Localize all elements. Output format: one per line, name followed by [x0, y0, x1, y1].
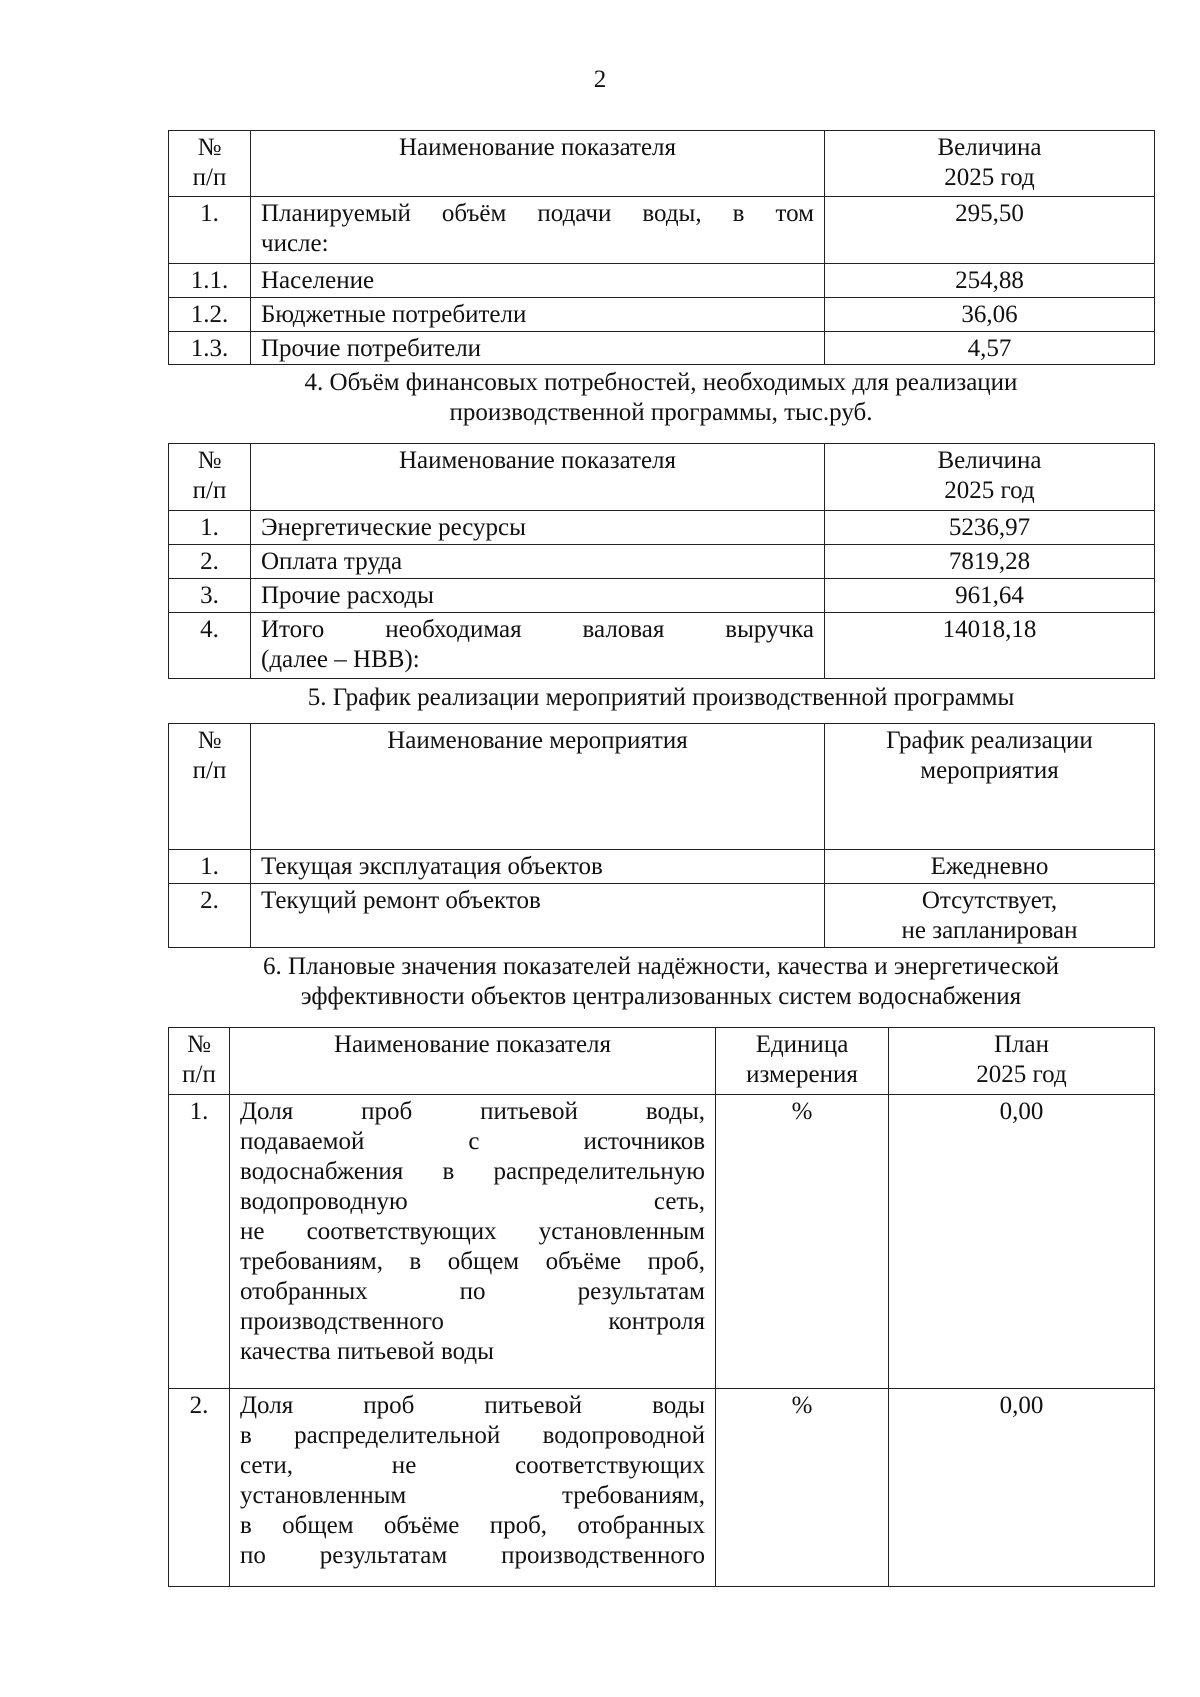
section-4-title: 4. Объём финансовых потребностей, необходимых для реализации производственной программы, тыс.руб. [304, 369, 1018, 426]
header-name: Наименование показателя [230, 1028, 716, 1095]
table-header [169, 1028, 1155, 1095]
table-row: 4. Итого необходимая валовая выручка (далее – НВВ): 14018,18 [169, 613, 1155, 679]
table-row: 2. Текущий ремонт объектов Отсутствует, не запланирован [169, 884, 1155, 948]
water-supply-table [168, 130, 1155, 365]
header-num: № п/п [169, 1028, 230, 1095]
table-row: 1. Планируемый объём подачи воды, в том числе: 295,50 [169, 197, 1155, 264]
reliability-indicators-table [168, 1027, 1155, 1587]
table-row: 1.2. Бюджетные потребители 36,06 [169, 298, 1155, 332]
header-plan: План 2025 год [889, 1028, 1155, 1095]
table-row: 1.3. Прочие потребители 4,57 [169, 332, 1155, 365]
table-row: 2. Оплата труда 7819,28 [169, 545, 1155, 579]
page-number: 2 [593, 66, 607, 93]
header-num: № п/п [169, 131, 251, 197]
table-row: 1. Доля проб питьевой воды, подаваемой с источников водоснабжения в распределительную водопроводную сеть, не соответствующих установленным требованиям, в общем объёме проб, отобранных по результатам производственного контроля качества питьевой воды % 0,00 [169, 1095, 1155, 1389]
table-header [169, 131, 1155, 197]
header-unit: Единица измерения [716, 1028, 889, 1095]
header-num: № п/п [169, 724, 251, 850]
table-row: 3. Прочие расходы 961,64 [169, 579, 1155, 613]
table-header [169, 724, 1155, 850]
header-num: № п/п [169, 444, 251, 511]
header-name: Наименование мероприятия [251, 724, 825, 850]
table-header [169, 444, 1155, 511]
section-6-title: 6. Плановые значения показателей надёжности, качества и энергетической эффективности объектов централизованных систем водоснабжения [262, 953, 1060, 1010]
header-value: График реализации мероприятия [825, 724, 1155, 850]
header-value: Величина 2025 год [825, 444, 1155, 511]
schedule-table [168, 723, 1155, 948]
table-row: 1. Текущая эксплуатация объектов Ежедневно [169, 850, 1155, 884]
table-row: 2. Доля проб питьевой воды в распределительной водопроводной сети, не соответствующих установленным требованиям, в общем объёме проб, отобранных по результатам производственного % 0,00 [169, 1389, 1155, 1587]
header-value: Величина 2025 год [825, 131, 1155, 197]
header-name: Наименование показателя [251, 444, 825, 511]
section-5-title: 5. График реализации мероприятий производственной программы [307, 684, 1015, 711]
table-row: 1.1. Население 254,88 [169, 264, 1155, 298]
financial-needs-table [168, 443, 1155, 679]
table-row: 1. Энергетические ресурсы 5236,97 [169, 511, 1155, 545]
header-name: Наименование показателя [251, 131, 825, 197]
